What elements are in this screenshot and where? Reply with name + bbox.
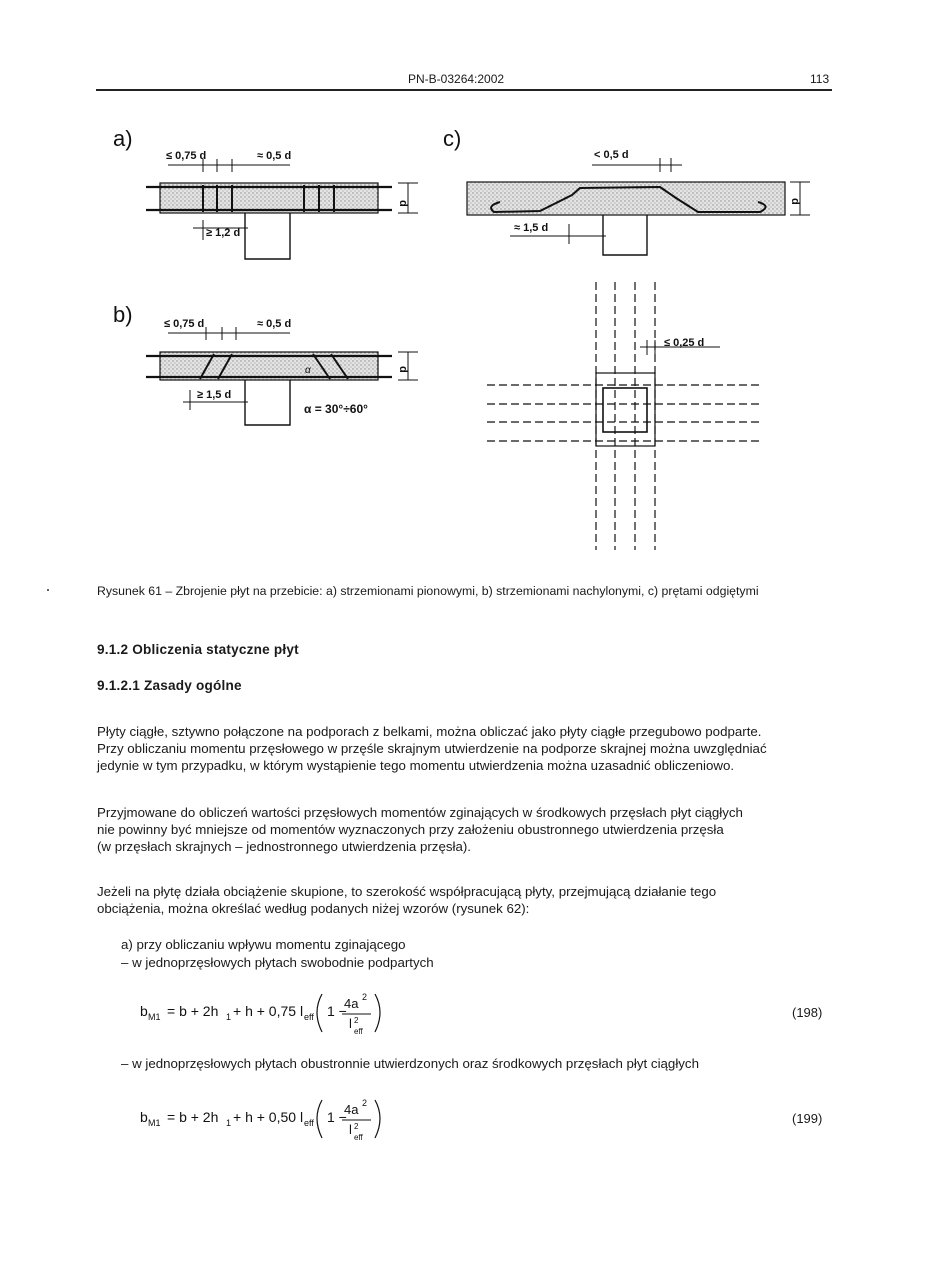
eq198-body: = b + 2h bbox=[167, 1003, 219, 1019]
paragraph-2-line: (w przęsłach skrajnych – jednostronnego utwierdzenia przęsła). bbox=[97, 839, 471, 854]
eq198-den-sub: eff bbox=[354, 1027, 363, 1036]
panel-b-letter: b) bbox=[113, 302, 133, 327]
figure-caption: Rysunek 61 – Zbrojenie płyt na przebicie: a) strzemionami pionowymi, b) strzemionami nachylonymi, c) prętami odgiętymi bbox=[97, 584, 759, 598]
paragraph-2-line: Przyjmowane do obliczeń wartości przęsłowych momentów zginających w środkowych przęsłach płyt ciągłych bbox=[97, 805, 743, 820]
paragraph-2 bbox=[97, 804, 832, 855]
eq199-den-sub: eff bbox=[354, 1133, 363, 1142]
eq198-lhs: b bbox=[140, 1003, 148, 1019]
dim-a-top-right: ≈ 0,5 d bbox=[257, 150, 292, 162]
eq198-num-exp: 2 bbox=[362, 992, 368, 1002]
eq199-mid: + h + 0,50 l bbox=[233, 1109, 304, 1125]
eq199-body: = b + 2h bbox=[167, 1109, 219, 1125]
paragraph-2-line: nie powinny być mniejsze od momentów wyznaczonych przy założeniu obustronnego utwierdzenia przęsła bbox=[97, 822, 724, 837]
list-subitem-2: – w jednoprzęsłowych płytach obustronnie utwierdzonych oraz środkowych przęsłach płyt ciągłych bbox=[121, 1056, 699, 1071]
equation-198-number: (198) bbox=[792, 1005, 823, 1020]
dim-b-top-right: ≈ 0,5 d bbox=[257, 318, 292, 330]
paragraph-3-line: Jeżeli na płytę działa obciążenie skupione, to szerokość współpracującą płyty, przejmującą działanie tego bbox=[97, 884, 717, 899]
equation-198 bbox=[140, 988, 400, 1036]
margin-dot bbox=[47, 589, 49, 591]
dim-a-bottom: ≥ 1,2 d bbox=[206, 227, 241, 239]
dim-c-plan: ≤ 0,25 d bbox=[664, 337, 705, 349]
dim-c-side: d bbox=[789, 198, 801, 205]
paragraph-1-line: jedynie w tym przypadku, w którym wystąpienie tego momentu utwierdzenia można uzasadnić obliczeniowo. bbox=[97, 758, 735, 773]
dim-c-bottom: ≈ 1,5 d bbox=[514, 222, 549, 234]
eq198-mid: + h + 0,75 l bbox=[233, 1003, 304, 1019]
figure-61 bbox=[0, 0, 929, 570]
plan-view-bars bbox=[487, 282, 762, 550]
section-heading: 9.1.2 Obliczenia statyczne płyt bbox=[97, 642, 299, 657]
plan-punching-zone bbox=[596, 373, 655, 446]
eq199-den: l bbox=[349, 1122, 352, 1137]
angle-range: α = 30°÷60° bbox=[304, 402, 368, 416]
eq198-right-paren bbox=[375, 994, 380, 1032]
eq199-den-exp: 2 bbox=[354, 1122, 359, 1131]
dim-a-side: d bbox=[397, 200, 409, 207]
eq199-num-exp: 2 bbox=[362, 1098, 368, 1108]
panel-a-letter: a) bbox=[113, 126, 133, 151]
dim-c-top: < 0,5 d bbox=[594, 149, 629, 161]
eq198-one-minus: 1 − bbox=[327, 1003, 347, 1019]
eq199-coef-sub: eff bbox=[304, 1118, 314, 1128]
dim-b-top-left: ≤ 0,75 d bbox=[164, 318, 205, 330]
eq198-num: 4a bbox=[344, 996, 359, 1011]
document-standard-id: PN-B-03264:2002 bbox=[408, 72, 505, 86]
eq199-left-paren bbox=[317, 1100, 322, 1138]
dim-a-top-left: ≤ 0,75 d bbox=[166, 150, 207, 162]
eq198-left-paren bbox=[317, 994, 322, 1032]
column-a bbox=[245, 213, 290, 259]
dim-b-bottom: ≥ 1,5 d bbox=[197, 389, 232, 401]
paragraph-1-line: Płyty ciągłe, sztywno połączone na podporach z belkami, można obliczać jako płyty ciągłe przegubowo podparte. bbox=[97, 724, 762, 739]
paragraph-3 bbox=[97, 883, 832, 917]
panel-b bbox=[113, 302, 418, 425]
list-item-a: a) przy obliczaniu wpływu momentu zginającego bbox=[121, 937, 406, 952]
subsection-heading: 9.1.2.1 Zasady ogólne bbox=[97, 678, 242, 693]
eq199-lhs-sub: M1 bbox=[148, 1118, 161, 1128]
eq198-h-sub: 1 bbox=[226, 1012, 232, 1022]
list-subitem-1: – w jednoprzęsłowych płytach swobodnie podpartych bbox=[121, 955, 434, 970]
column-c bbox=[603, 215, 647, 255]
equation-199 bbox=[140, 1094, 400, 1142]
eq199-one-minus: 1 − bbox=[327, 1109, 347, 1125]
paragraph-1 bbox=[97, 723, 832, 774]
dim-b-side: d bbox=[397, 366, 409, 373]
equation-199-number: (199) bbox=[792, 1111, 823, 1126]
eq199-right-paren bbox=[375, 1100, 380, 1138]
plan-column-outline bbox=[603, 388, 647, 432]
panel-c bbox=[443, 126, 810, 550]
eq198-den-exp: 2 bbox=[354, 1016, 359, 1025]
eq198-coef-sub: eff bbox=[304, 1012, 314, 1022]
paragraph-1-line: Przy obliczaniu momentu przęsłowego w przęśle skrajnym utwierdzenie na podporze skrajnej można uwzględniać bbox=[97, 741, 767, 756]
eq199-num: 4a bbox=[344, 1102, 359, 1117]
panel-c-letter: c) bbox=[443, 126, 462, 151]
panel-a bbox=[113, 126, 418, 259]
eq199-h-sub: 1 bbox=[226, 1118, 232, 1128]
page-number: 113 bbox=[810, 72, 830, 86]
paragraph-3-line: obciążenia, można określać według podanych niżej wzorów (rysunek 62): bbox=[97, 901, 530, 916]
eq198-den: l bbox=[349, 1016, 352, 1031]
eq198-lhs-sub: M1 bbox=[148, 1012, 161, 1022]
angle-symbol: α bbox=[305, 365, 311, 376]
column-b bbox=[245, 380, 290, 425]
eq199-lhs: b bbox=[140, 1109, 148, 1125]
